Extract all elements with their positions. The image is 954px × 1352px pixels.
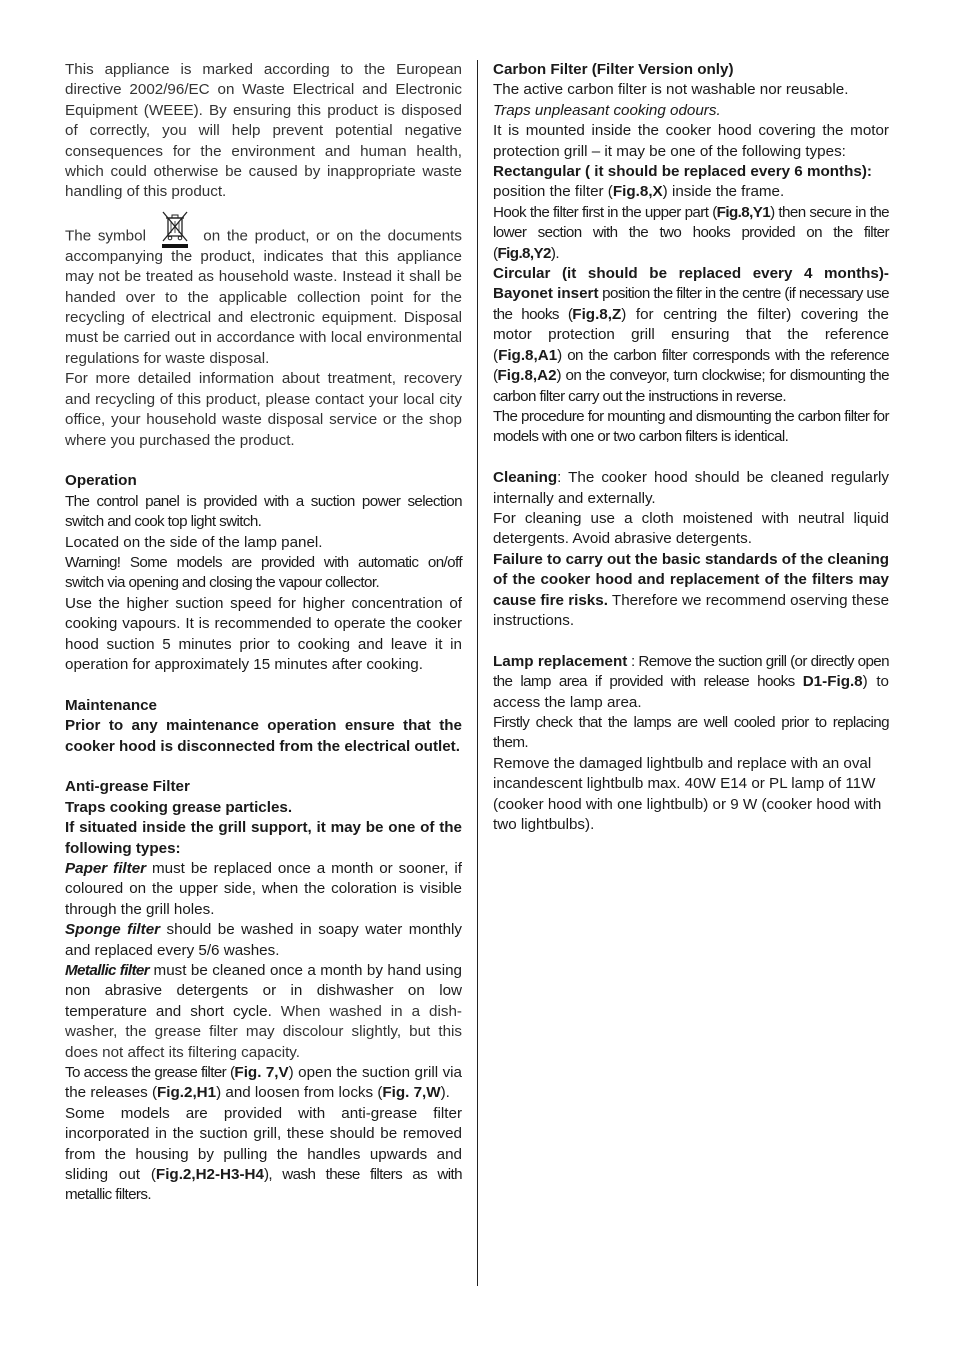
metallic-filter: Metallic filter must be cleaned once a month by hand using non abrasive detergents or in dishwasher on low temperature and short cycle. When washed in a dish-washer, the grease filter may discolour slightly, but this does not affect its filtering capacity. xyxy=(65,962,462,1061)
symbol-pre-text: The symbol xyxy=(65,227,146,245)
antigrease-heading: Anti-grease Filter xyxy=(65,778,190,796)
operation-1: The control panel is provided with a suction power selection switch and cook top light switch. xyxy=(65,492,462,531)
maintenance-heading: Maintenance xyxy=(65,696,157,714)
operation-2: Located on the side of the lamp panel. xyxy=(65,533,323,551)
procedure-note: The procedure for mounting and dismounting the carbon filter for models with one or two carbon filters is identical. xyxy=(493,407,889,446)
sponge-filter: Sponge filter should be washed in soapy water monthly and replaced every 5/6 washes. xyxy=(65,921,462,959)
operation-4: Use the higher suction speed for higher concentration of cooking vapours. It is recommended to operate the cooker hood suction 5 minutes prior to cooking and leave it in operation for approximately 15 minutes after cooking. xyxy=(65,594,462,673)
operation-heading: Operation xyxy=(65,472,137,490)
crossed-out-wheelie-bin-icon xyxy=(159,209,191,249)
cleaning-2: For cleaning use a cloth moistened with neutral liquid detergents. Avoid abrasive detergents. xyxy=(493,509,889,548)
symbol-post-text: on the product, or on the documents accompanying the product, indicates that this appliance may not be treated as household waste. Instead it shall be handed over to the applicable collection point for the recycling of electrical and electronic equipment. Disposal must be carried out in accordance with local environmental regulations for waste disposal. xyxy=(65,227,462,367)
lamp-replacement-1: Lamp replacement : Remove the suction grill (or directly open the lamp area if provided with release hooks D1-Fig.8) to access the lamp area. xyxy=(493,652,889,711)
antigrease-sub: Traps cooking grease particles. xyxy=(65,798,293,816)
carbon-heading: Carbon Filter (Filter Version only) xyxy=(493,61,734,78)
operation-3: Warning! Some models are provided with automatic on/off switch via opening and closing the vapour collector. xyxy=(65,553,462,592)
column-divider xyxy=(477,60,478,1286)
grease-filter-access: To access the grease filter (Fig. 7,V) open the suction grill via the releases (Fig.2,H1) and loosen from locks (Fig. 7,W). xyxy=(65,1064,462,1102)
left-column xyxy=(65,60,462,1206)
cleaning-1: Cleaning: The cooker hood should be cleaned regularly internally and externally. xyxy=(493,469,889,507)
more-info: For more detailed information about treatment, recovery and recycling of this product, please contact your local city office, your household waste disposal service or the shop where you purchased the product. xyxy=(65,370,462,449)
right-column xyxy=(493,60,889,835)
rectangular-filter: Rectangular ( it should be replaced every 6 months): position the filter (Fig.8,X) inside the frame. xyxy=(493,163,872,201)
weee-intro: This appliance is marked according to the European directive 2002/96/EC on Waste Electrical and Electronic Equipment (WEEE). By ensuring this product is disposed of correctly, you will help prevent potential negative consequences for the environment and human health, which could otherwise be caused by inappropriate waste handling of this product. xyxy=(65,61,462,201)
maintenance-warning: Prior to any maintenance operation ensure that the cooker hood is disconnected from the electrical outlet. xyxy=(65,717,462,755)
lamp-replacement-3: Remove the damaged lightbulb and replace with an oval incandescent lightbulb max. 40W E14 or PL lamp of 11W (cooker hood with one lightbulb) or 9 W (cooker hood with two lightbulbs). xyxy=(493,754,882,833)
carbon-2: It is mounted inside the cooker hood covering the motor protection grill – it may be one of the following types: xyxy=(493,122,889,160)
carbon-italic: Traps unpleasant cooking odours. xyxy=(493,101,721,119)
weee-symbol-paragraph xyxy=(65,207,462,369)
some-models-note: Some models are provided with anti-grease filter incorporated in the suction grill, these should be removed from the housing by pulling the handles upwards and sliding out (Fig.2,H2-H3-H4), wash these filters as with metallic filters. xyxy=(65,1104,462,1204)
fire-risk-warning: Failure to carry out the basic standards of the cleaning of the cooker hood and replacement of the filters may cause fire risks. Therefore we recommend oserving these instructions. xyxy=(493,550,890,629)
lamp-replacement-2: Firstly check that the lamps are well cooled prior to replacing them. xyxy=(493,713,889,752)
circular-filter: Circular (it should be replaced every 4 months)- Bayonet insert position the filter in the centre (if necessary use the hooks (Fig.8,Z) for centring the filter) covering the motor protection grill ensuring that the reference (Fig.8,A1) on the carbon filter corresponds with the reference (Fig.8,A2) on the conveyor, turn clockwise; for dismounting the carbon filter carry out the instructions in reverse. xyxy=(493,265,890,405)
antigrease-types: If situated inside the grill support, it may be one of the following types: xyxy=(65,819,462,857)
hook-filter: Hook the filter first in the upper part (Fig.8,Y1) then secure in the lower section with the two hooks provided on the filter (Fig.8,Y2). xyxy=(493,203,890,262)
paper-filter: Paper filter must be replaced once a month or sooner, if coloured on the upper side, when the coloration is visible through the grill holes. xyxy=(65,859,463,918)
carbon-1: The active carbon filter is not washable nor reusable. xyxy=(493,81,849,99)
